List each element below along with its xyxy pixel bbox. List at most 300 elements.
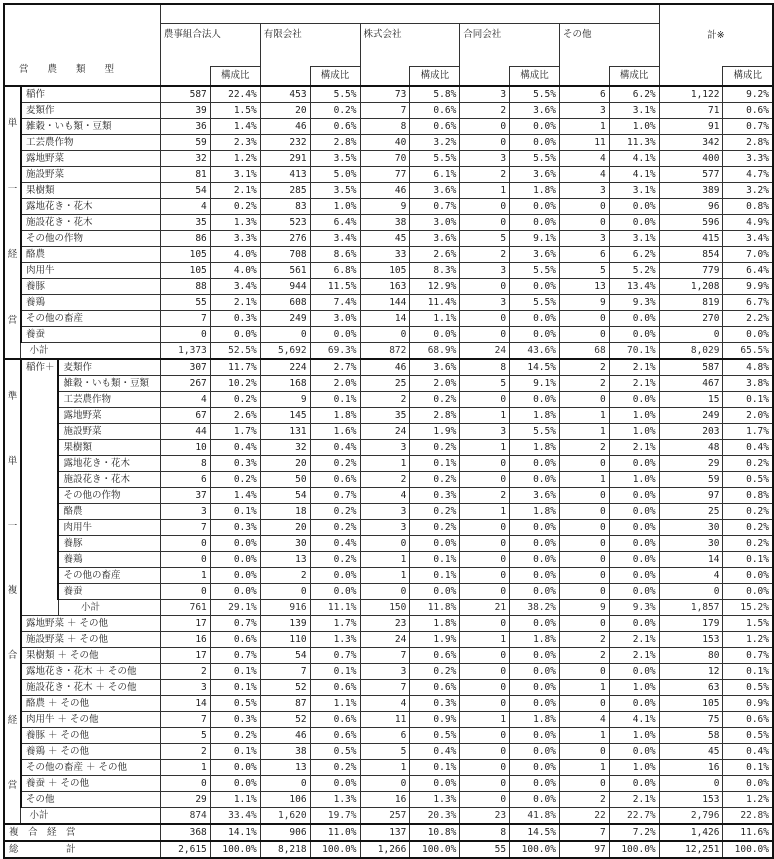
count-cell: 819 [659,295,723,311]
row-label: 養豚 [58,536,160,552]
count-cell: 12 [659,664,723,680]
table-row [4,536,773,552]
ratio-cell: 0.0% [510,584,560,600]
ratio-cell: 11.5% [310,279,360,295]
table-row [4,504,773,520]
count-cell: 52 [260,680,310,696]
ratio-cell: 0.6% [410,648,460,664]
count-cell: 0 [460,696,510,712]
table-row [4,408,773,424]
count-cell: 0 [460,392,510,408]
count-cell: 0 [460,776,510,792]
count-cell: 0 [460,584,510,600]
count-cell: 342 [659,135,723,151]
count-cell: 0 [559,215,609,231]
row-label: 果樹類 [21,183,160,199]
ratio-cell: 0.0% [510,536,560,552]
row-label: 露地野菜 [58,408,160,424]
count-cell: 0 [659,327,723,343]
count-cell: 1,620 [260,808,310,825]
count-cell: 368 [160,824,210,841]
row-label: その他 [21,792,160,808]
ratio-cell: 0.0% [723,568,773,584]
table-row [4,215,773,231]
row-label: 肉用牛 [58,520,160,536]
table-row [4,440,773,456]
count-cell: 87 [260,696,310,712]
ratio-cell: 3.5% [310,151,360,167]
count-cell: 2,615 [160,841,210,858]
ratio-cell: 1.0% [609,760,659,776]
ratio-cell: 0.3% [210,311,260,327]
count-cell: 3 [460,151,510,167]
ratio-cell: 13.4% [609,279,659,295]
count-cell: 4 [160,199,210,215]
table-row [4,135,773,151]
ratio-cell: 1.3% [310,792,360,808]
ratio-cell: 0.1% [210,744,260,760]
ratio-cell: 0.2% [310,760,360,776]
section-label-char: 一 [7,520,18,532]
count-cell: 761 [160,600,210,616]
count-cell: 7 [160,520,210,536]
ratio-cell: 0.5% [210,696,260,712]
count-cell: 0 [360,776,410,792]
complex-label: 複 合 経 営 [4,824,160,841]
ratio-cell: 3.1% [210,167,260,183]
count-cell: 5 [460,231,510,247]
count-cell: 249 [260,311,310,327]
count-cell: 561 [260,263,310,279]
count-cell: 59 [160,135,210,151]
row-label: 露地野菜 ＋ その他 [21,616,160,632]
count-cell: 0 [460,520,510,536]
count-cell: 46 [360,359,410,376]
count-cell: 153 [659,792,723,808]
count-cell: 0 [460,472,510,488]
count-cell: 0 [559,584,609,600]
count-cell: 0 [559,199,609,215]
ratio-cell: 0.0% [510,119,560,135]
ratio-cell: 5.5% [510,295,560,311]
count-cell: 37 [160,488,210,504]
count-cell: 0 [460,792,510,808]
rice-plus-group-label: 稲作＋ [21,359,59,616]
count-cell: 587 [160,86,210,103]
ratio-cell: 0.0% [510,776,560,792]
table-row [4,311,773,327]
ratio-cell: 0.0% [510,648,560,664]
count-cell: 1 [360,568,410,584]
ratio-cell: 2.1% [210,183,260,199]
count-cell: 2 [559,440,609,456]
ratio-cell: 0.0% [609,327,659,343]
count-cell: 708 [260,247,310,263]
count-cell: 453 [260,86,310,103]
ratio-cell: 0.0% [510,696,560,712]
count-cell: 1 [160,568,210,584]
ratio-cell: 0.1% [410,760,460,776]
count-cell: 55 [160,295,210,311]
table-row [4,568,773,584]
count-cell: 854 [659,247,723,263]
count-cell: 596 [659,215,723,231]
ratio-cell: 0.7% [310,488,360,504]
count-cell: 608 [260,295,310,311]
count-cell: 2 [460,247,510,263]
ratio-cell: 0.0% [609,776,659,792]
ratio-cell: 0.6% [310,680,360,696]
ratio-cell: 0.7% [210,648,260,664]
count-cell: 35 [160,215,210,231]
ratio-cell: 2.3% [210,135,260,151]
ratio-cell: 1.6% [310,424,360,440]
ratio-cell: 3.8% [723,376,773,392]
count-cell: 0 [460,568,510,584]
count-cell: 0 [460,199,510,215]
row-label: 養鶏 [21,295,160,311]
count-cell: 7 [559,824,609,841]
ratio-cell: 9.9% [723,279,773,295]
ratio-cell: 100.0% [723,841,773,858]
ratio-header: 構成比 [310,67,360,87]
ratio-cell: 0.2% [210,199,260,215]
count-cell: 17 [160,648,210,664]
section-label-char: 営 [7,314,18,326]
count-cell: 1,122 [659,86,723,103]
count-cell: 4 [559,151,609,167]
count-cell: 874 [160,808,210,825]
ratio-cell: 4.0% [210,247,260,263]
row-label: 稲作 [21,86,160,103]
table-row [4,488,773,504]
count-cell: 2 [559,792,609,808]
table-row [4,327,773,343]
ratio-cell: 0.0% [210,536,260,552]
count-cell: 18 [260,504,310,520]
count-cell: 587 [659,359,723,376]
count-cell: 7 [160,712,210,728]
count-cell: 46 [260,119,310,135]
count-cell: 1 [360,456,410,472]
ratio-cell: 0.4% [210,440,260,456]
count-cell: 23 [460,808,510,825]
ratio-cell: 0.2% [723,536,773,552]
ratio-cell: 0.7% [723,119,773,135]
ratio-header: 構成比 [609,67,659,87]
table-row [4,119,773,135]
count-cell: 6 [360,728,410,744]
subtotal-row [4,343,773,360]
count-cell: 0 [460,552,510,568]
count-cell: 1 [460,632,510,648]
ratio-cell: 0.0% [510,520,560,536]
ratio-cell: 0.2% [410,520,460,536]
ratio-cell: 1.5% [723,616,773,632]
count-cell: 22 [559,808,609,825]
ratio-cell: 5.2% [609,263,659,279]
ratio-cell: 0.1% [723,552,773,568]
table-row [4,472,773,488]
count-cell: 916 [260,600,310,616]
ratio-cell: 2.8% [310,135,360,151]
count-cell: 0 [559,488,609,504]
count-cell: 45 [659,744,723,760]
ratio-cell: 0.4% [723,744,773,760]
count-cell: 523 [260,215,310,231]
count-cell: 8 [460,824,510,841]
count-cell: 46 [260,728,310,744]
ratio-cell: 0.7% [210,616,260,632]
count-cell: 16 [659,760,723,776]
ratio-cell: 0.0% [609,456,659,472]
ratio-cell: 0.0% [210,760,260,776]
count-cell: 9 [360,199,410,215]
ratio-cell: 100.0% [510,841,560,858]
ratio-cell: 0.7% [410,199,460,215]
count-cell: 2 [360,472,410,488]
count-cell: 24 [360,424,410,440]
count-cell: 1 [559,408,609,424]
ratio-cell: 0.0% [510,215,560,231]
ratio-cell: 11.0% [310,824,360,841]
count-cell: 0 [559,392,609,408]
row-label: その他の作物 [58,488,160,504]
count-cell: 3 [160,680,210,696]
ratio-cell: 3.6% [510,488,560,504]
count-cell: 413 [260,167,310,183]
count-cell: 6 [559,247,609,263]
count-cell: 80 [659,648,723,664]
ratio-cell: 6.4% [723,263,773,279]
count-cell: 54 [260,488,310,504]
section-label-char: 準 [7,390,18,402]
ratio-cell: 3.6% [510,103,560,119]
count-cell: 9 [260,392,310,408]
col-header-yugen: 有限会社 [260,24,360,67]
row-label: その他の畜産 ＋ その他 [21,760,160,776]
table-row [4,760,773,776]
col-header-kabushiki: 株式会社 [360,24,460,67]
ratio-cell: 0.3% [410,696,460,712]
count-cell: 5 [360,744,410,760]
ratio-cell: 1.7% [210,424,260,440]
count-cell: 8 [460,359,510,376]
ratio-cell: 11.6% [723,824,773,841]
ratio-cell: 0.6% [310,472,360,488]
count-cell: 20 [260,520,310,536]
table-row [4,263,773,279]
ratio-header: 構成比 [210,67,260,87]
ratio-cell: 43.6% [510,343,560,360]
ratio-cell: 3.2% [410,135,460,151]
count-cell: 0 [559,520,609,536]
ratio-cell: 1.3% [410,792,460,808]
table-row [4,376,773,392]
ratio-cell: 0.0% [609,199,659,215]
count-cell: 0 [559,504,609,520]
ratio-cell: 0.9% [410,712,460,728]
row-label: 養豚 ＋ その他 [21,728,160,744]
row-label: 露地花き・花木 [58,456,160,472]
ratio-cell: 3.4% [210,279,260,295]
count-cell: 3 [460,86,510,103]
count-cell: 38 [260,744,310,760]
ratio-cell: 0.0% [510,568,560,584]
count-cell: 0 [460,456,510,472]
count-cell: 32 [160,151,210,167]
count-cell: 0 [360,327,410,343]
ratio-cell: 1.9% [410,632,460,648]
ratio-cell: 0.0% [609,488,659,504]
count-cell: 0 [659,584,723,600]
ratio-cell: 11.4% [410,295,460,311]
count-cell: 944 [260,279,310,295]
count-cell: 75 [659,712,723,728]
count-cell: 52 [260,712,310,728]
ratio-cell: 0.1% [723,664,773,680]
row-label: 酪農 [21,247,160,263]
ratio-cell: 2.1% [609,792,659,808]
ratio-cell: 2.1% [609,359,659,376]
row-label: 工芸農作物 [21,135,160,151]
count-cell: 55 [460,841,510,858]
count-cell: 2 [559,632,609,648]
ratio-cell: 0.0% [310,568,360,584]
ratio-cell: 0.0% [609,568,659,584]
row-label: その他の作物 [21,231,160,247]
ratio-cell: 3.6% [410,359,460,376]
count-cell: 88 [160,279,210,295]
count-cell: 6 [160,472,210,488]
count-cell: 7 [360,680,410,696]
ratio-cell: 5.5% [510,424,560,440]
table-row [4,359,773,376]
subtotal-row [4,600,773,616]
count-cell: 1 [559,680,609,696]
ratio-cell: 1.1% [210,792,260,808]
count-cell: 4 [360,488,410,504]
count-cell: 291 [260,151,310,167]
count-cell: 150 [360,600,410,616]
row-label: その他の畜産 [21,311,160,327]
count-cell: 5 [160,728,210,744]
count-cell: 11 [559,135,609,151]
count-cell: 257 [360,808,410,825]
ratio-cell: 0.0% [609,616,659,632]
ratio-cell: 0.2% [310,520,360,536]
ratio-cell: 2.2% [723,311,773,327]
ratio-cell: 0.6% [310,119,360,135]
count-cell: 83 [260,199,310,215]
count-cell: 24 [460,343,510,360]
col-header-sonota: その他 [559,24,659,67]
count-cell: 0 [460,279,510,295]
ratio-cell: 0.0% [510,199,560,215]
table-row [4,712,773,728]
ratio-cell: 0.2% [310,103,360,119]
table-row [4,199,773,215]
count-cell: 1 [460,712,510,728]
count-cell: 0 [460,135,510,151]
subtotal-row [4,808,773,825]
count-cell: 0 [460,311,510,327]
count-cell: 105 [160,263,210,279]
ratio-cell: 0.0% [310,776,360,792]
count-cell: 25 [360,376,410,392]
row-label: 露地花き・花木 ＋ その他 [21,664,160,680]
ratio-cell: 1.8% [510,504,560,520]
ratio-cell: 0.6% [310,712,360,728]
count-cell: 3 [360,664,410,680]
count-cell: 0 [460,119,510,135]
ratio-cell: 0.3% [210,712,260,728]
ratio-cell: 0.2% [410,472,460,488]
ratio-cell: 9.3% [609,295,659,311]
count-cell: 224 [260,359,310,376]
ratio-cell: 2.1% [609,376,659,392]
table-row [4,424,773,440]
count-cell: 276 [260,231,310,247]
ratio-cell: 20.3% [410,808,460,825]
count-cell: 1,857 [659,600,723,616]
ratio-cell: 2.1% [609,440,659,456]
ratio-cell: 0.0% [609,552,659,568]
count-cell: 0 [460,616,510,632]
count-cell: 97 [659,488,723,504]
ratio-cell: 0.0% [510,327,560,343]
count-cell: 0 [360,536,410,552]
count-cell: 35 [360,408,410,424]
count-cell: 86 [160,231,210,247]
ratio-cell: 1.0% [310,199,360,215]
count-cell: 30 [260,536,310,552]
row-label: 養豚 [21,279,160,295]
count-cell: 73 [360,86,410,103]
ratio-cell: 0.5% [723,472,773,488]
ratio-cell: 11.7% [210,359,260,376]
table-row [4,728,773,744]
count-cell: 54 [260,648,310,664]
ratio-cell: 2.6% [410,247,460,263]
count-cell: 8 [360,119,410,135]
ratio-cell: 0.0% [510,392,560,408]
ratio-cell: 1.8% [510,440,560,456]
section-label-char: 一 [7,183,18,195]
count-cell: 0 [460,648,510,664]
ratio-cell: 1.7% [723,424,773,440]
ratio-cell: 0.2% [210,728,260,744]
section-vertical-label [4,359,21,824]
ratio-cell: 0.3% [410,488,460,504]
ratio-cell: 1.3% [310,632,360,648]
ratio-cell: 0.6% [723,103,773,119]
ratio-cell: 1.0% [609,728,659,744]
ratio-cell: 0.0% [723,584,773,600]
ratio-cell: 1.0% [609,424,659,440]
ratio-cell: 10.2% [210,376,260,392]
table-row [4,231,773,247]
ratio-cell: 5.8% [410,86,460,103]
count-cell: 14 [659,552,723,568]
count-cell: 12,251 [659,841,723,858]
count-cell: 3 [360,440,410,456]
section-label-char: 単 [7,455,18,467]
ratio-cell: 0.2% [310,552,360,568]
ratio-cell: 0.1% [310,664,360,680]
count-cell: 4 [659,568,723,584]
count-cell: 0 [559,456,609,472]
